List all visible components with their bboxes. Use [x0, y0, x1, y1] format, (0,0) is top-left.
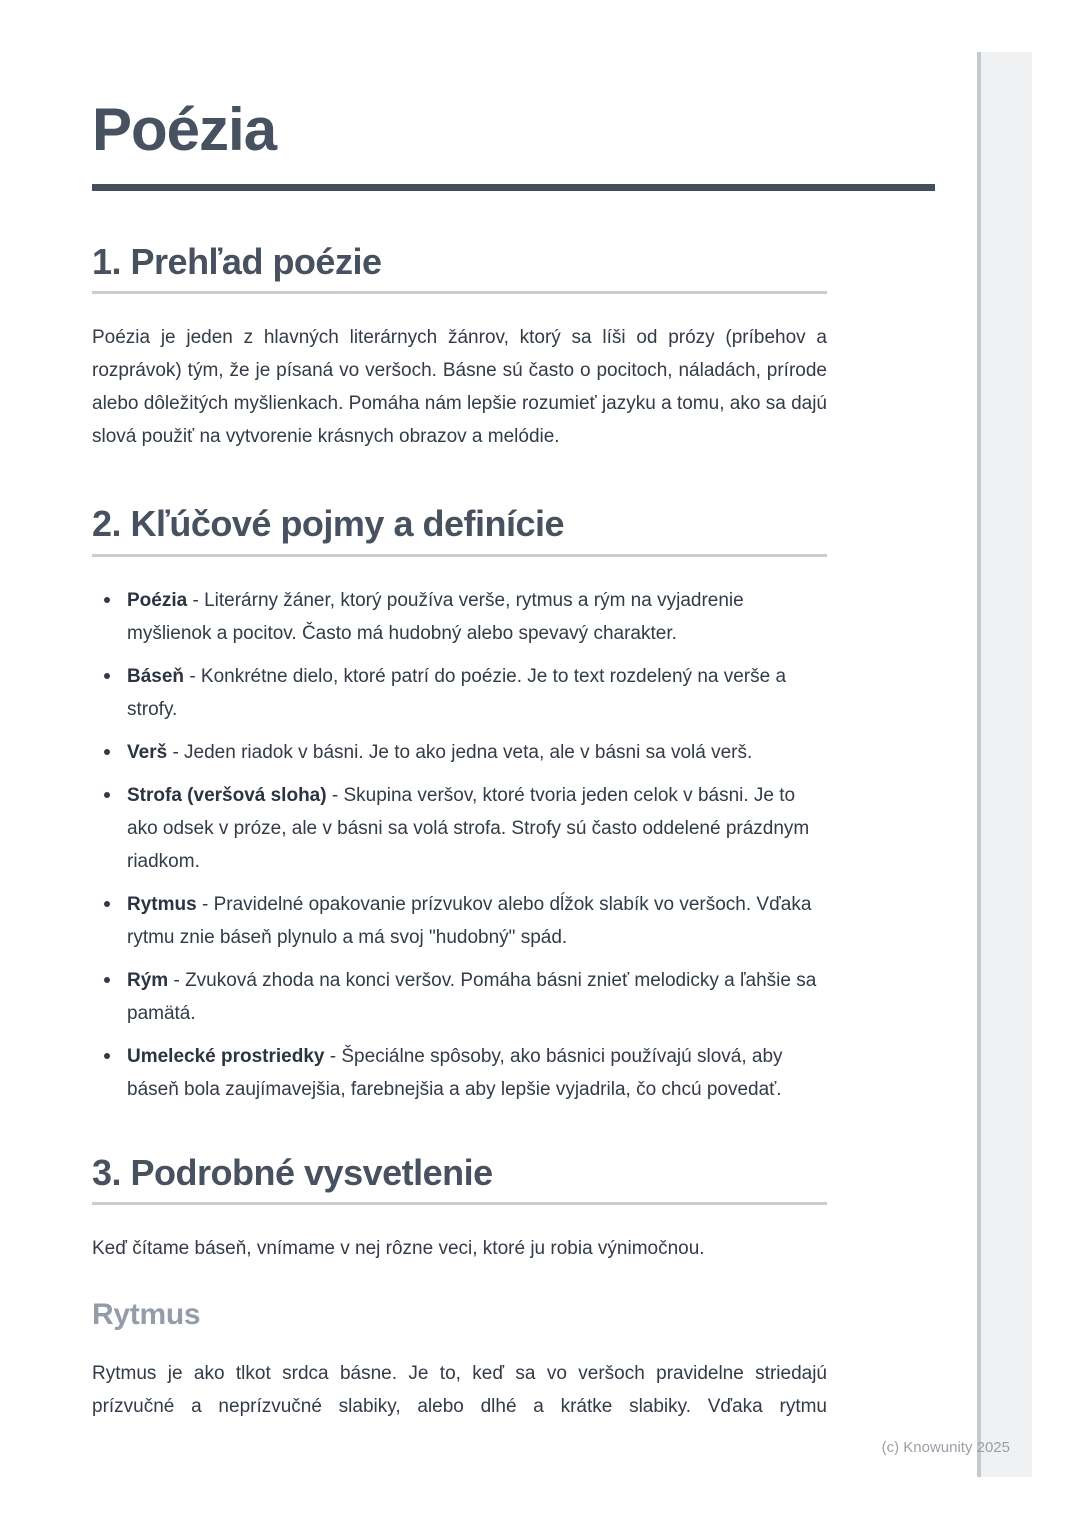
definition-desc: - Pravidelné opakovanie prízvukov alebo dĺžok slabík vo veršoch. Vďaka rytmu znie báseň plynulo a má svoj "hudobný" spád.: [127, 893, 812, 948]
definition-desc: - Špeciálne spôsoby, ako básnici používajú slová, aby báseň bola zaujímavejšia, farebnejšia a aby lepšie vyjadrila, čo chcú povedať.: [127, 1045, 783, 1100]
definition-desc: - Skupina veršov, ktoré tvoria jeden celok v básni. Je to ako odsek v próze, ale v básni sa volá strofa. Strofy sú často oddelené prázdnym riadkom.: [127, 784, 810, 872]
section-1-paragraph: Poézia je jeden z hlavných literárnych žánrov, ktorý sa líši od prózy (príbehov a rozprávok) tým, že je písaná vo veršoch. Básne sú často o pocitoch, náladách, prírode alebo dôležitých myšlienkach. Pomáha nám lepšie rozumieť jazyku a tomu, ako sa dajú slová použiť na vytvorenie krásnych obrazov a melódie.: [92, 327, 827, 448]
definition-desc: - Jeden riadok v básni. Je to ako jedna veta, ale v básni sa volá verš.: [172, 741, 753, 763]
section-2-divider: [92, 554, 827, 557]
definition-text: [127, 736, 827, 769]
list-item: [92, 888, 827, 954]
bullet-icon: [104, 673, 110, 679]
definition-term: Strofa (veršová sloha): [127, 784, 327, 806]
definition-text: [127, 660, 827, 726]
definition-text: [127, 1040, 827, 1106]
section-1-heading: 1. Prehľad poézie: [92, 241, 382, 282]
bullet-icon: [104, 597, 110, 603]
section-explanation: [92, 1152, 935, 1423]
page-title: Poézia: [92, 96, 277, 163]
definition-desc: - Konkrétne dielo, ktoré patrí do poézie. Je to text rozdelený na verše a strofy.: [127, 665, 787, 720]
title-divider: [92, 184, 935, 191]
definition-term: Verš: [127, 741, 168, 763]
list-item: [92, 584, 827, 650]
bullet-icon: [104, 901, 110, 907]
bullet-icon: [104, 977, 110, 983]
list-item: [92, 1040, 827, 1106]
definition-term: Umelecké prostriedky: [127, 1045, 325, 1067]
bullet-icon: [104, 792, 110, 798]
section-3-paragraph: Keď čítame báseň, vnímame v nej rôzne veci, ktoré ju robia výnimočnou.: [92, 1238, 705, 1260]
definition-term: Poézia: [127, 589, 188, 611]
definition-term: Báseň: [127, 665, 185, 687]
definition-term: Rytmus: [127, 893, 197, 915]
section-2-heading: 2. Kľúčové pojmy a definície: [92, 503, 565, 545]
list-item: [92, 660, 827, 726]
section-definitions: [92, 503, 935, 1105]
definitions-list: [92, 584, 827, 1106]
definition-text: [127, 964, 827, 1030]
bullet-icon: [104, 749, 110, 755]
section-1-divider: [92, 291, 827, 294]
definition-term: Rým: [127, 969, 169, 991]
definition-text: [127, 584, 827, 650]
subsection-heading-rytmus: Rytmus: [92, 1298, 201, 1332]
definition-text: [127, 888, 827, 954]
section-overview: [92, 241, 935, 453]
list-item: [92, 779, 827, 878]
section-3-heading: 3. Podrobné vysvetlenie: [92, 1151, 493, 1193]
list-item: [92, 964, 827, 1030]
section-3-divider: [92, 1202, 827, 1205]
scrollbar-track[interactable]: [977, 52, 1032, 1477]
definition-desc: - Zvuková zhoda na konci veršov. Pomáha básni znieť melodicky a ľahšie sa pamätá.: [127, 969, 817, 1024]
definition-text: [127, 779, 827, 878]
subsection-paragraph: Rytmus je ako tlkot srdca básne. Je to, keď sa vo veršoch pravidelne striedajú prízvučné a neprízvučné slabiky, alebo dlhé a krátke slabiky. Vďaka rytmu: [92, 1363, 827, 1418]
document-content: [92, 96, 935, 1423]
definition-desc: - Literárny žáner, ktorý používa verše, rytmus a rým na vyjadrenie myšlienok a pocitov. Často má hudobný alebo spevavý charakter.: [127, 589, 744, 644]
bullet-icon: [104, 1053, 110, 1059]
copyright-watermark: (c) Knowunity 2025: [881, 1439, 1010, 1456]
list-item: [92, 736, 827, 769]
